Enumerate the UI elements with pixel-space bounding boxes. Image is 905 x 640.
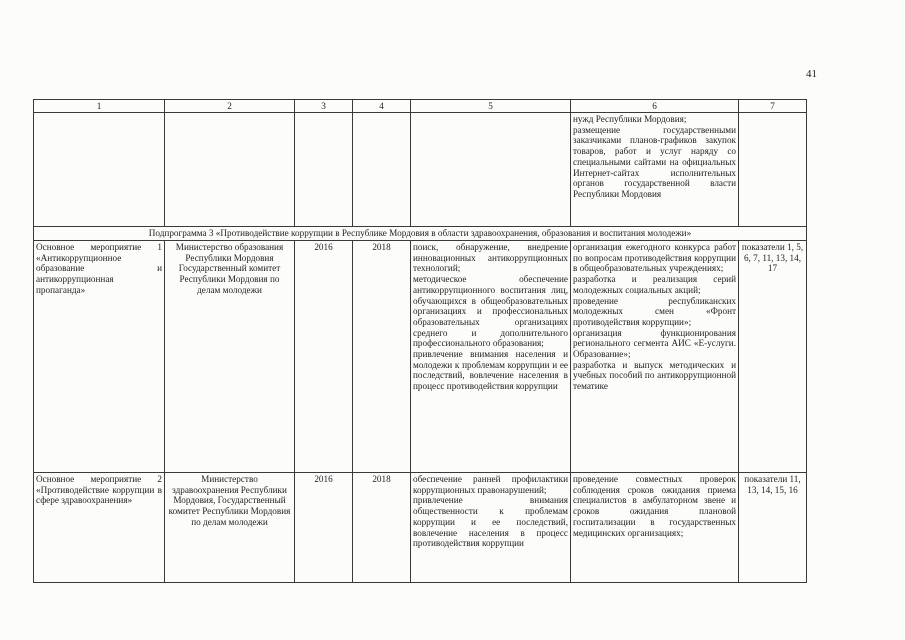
list-item: проведение совместных проверок соблюдения сроков ожидания приема специалистов в амбулаторном звене и сроков ожидания плановой госпитализации в государственных медицинских организациях; [573,474,736,538]
list-item: разработка и выпуск методических и учебных пособий по антикоррупционной тематике [573,359,736,392]
implementation-cell [571,113,739,227]
subprogram-row [34,227,807,241]
column-number: 7 [739,100,807,113]
end-year: 2018 [353,473,411,583]
start-year: 2016 [295,241,353,473]
indicators: показатели 11, 13, 14, 15, 16 [739,473,807,583]
measure-name: Основное мероприятие 2 «Противодействие коррупции в сфере здравоохранения» [34,473,165,583]
page-number: 41 [806,68,817,80]
list-item: методическое обеспечение антикоррупционного воспитания лиц, обучающихся в общеобразовательных организациях и профессиональных образовательных организациях среднего и дополнительного профессионального образования; [413,274,568,349]
list-item: проведение республиканских молодежных смен «Фронт противодействия коррупции»; [573,295,736,327]
measures-table [33,99,807,583]
list-item: размещение государственными заказчиками планов-графиков закупок товаров, работ и услуг наряду со специальными сайтами на официальных Интернет-сайтах исполнительных органов государственной власти Республики Мордовия [573,124,736,199]
list-item: привлечение внимания населения и молодежи к проблемам коррупции и ее последствий, вовлечение населения в процесс противодействия коррупции [413,349,568,392]
column-number: 3 [295,100,353,113]
responsible-executor: Министерство здравоохранения Республики Мордовия, Государственный комитет Республики Мордовия по делам молодежи [165,473,295,583]
list-item: привлечение внимания общественности к проблемам коррупции и ее последствий, вовлечение населения в процесс противодействия коррупции [413,495,568,549]
table-row [34,473,807,583]
indicators: показатели 1, 5, 6, 7, 11, 13, 14, 17 [739,241,807,473]
table-row [34,241,807,473]
expected-result [411,473,571,583]
list-item: разработка и реализация серий молодежных социальных акций; [573,274,736,295]
list-item: организация функционирования регионального сегмента АИС «Е-услуги. Образование»; [573,327,736,360]
start-year: 2016 [295,473,353,583]
implementation-cell [571,241,739,473]
list-item: поиск, обнаружение, внедрение инновационных антикоррупционных технологий; [413,242,568,274]
list-item: организация ежегодного конкурса работ по вопросам противодействия коррупции в общеобразовательных учреждениях; [573,242,736,274]
subprogram-title: Подпрограмма 3 «Противодействие коррупции в Республике Мордовия в области здравоохранения, образования и воспитания молодежи» [34,227,807,241]
measure-name: Основное мероприятие 1 «Антикоррупционное образование и антикоррупционная пропаганда» [34,241,165,473]
end-year: 2018 [353,241,411,473]
column-number-row [34,100,807,113]
column-number: 4 [353,100,411,113]
column-number: 1 [34,100,165,113]
implementation-cell [571,473,739,583]
column-number: 6 [571,100,739,113]
table-row-continuation [34,113,807,227]
list-item: нужд Республики Мордовия; [573,114,687,124]
list-item: обеспечение ранней профилактики коррупционных правонарушений; [413,474,568,495]
column-number: 2 [165,100,295,113]
responsible-executor: Министерство образования Республики Мордовия Государственный комитет Республики Мордовия по делам молодежи [165,241,295,473]
expected-result [411,241,571,473]
column-number: 5 [411,100,571,113]
